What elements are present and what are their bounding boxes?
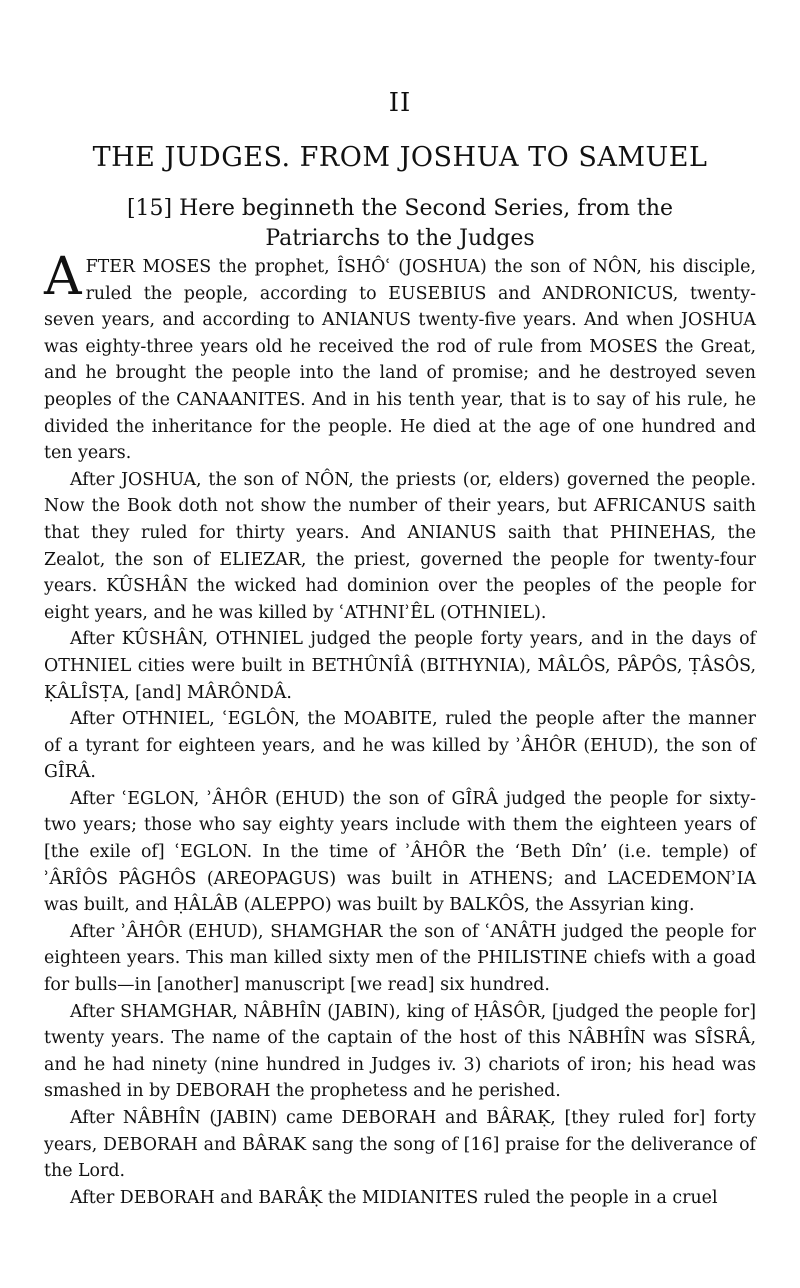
paragraph-8: After NÂBHÎN (JABIN) came DEBORAH and BÂRAḲ, [they ruled for] forty years, DEBORAH and BÂRAK sang the song of [16] praise for the deliverance of the Lord.	[44, 1108, 756, 1182]
paragraph-2: After JOSHUA, the son of NÔN, the priests (or, elders) governed the people. Now the Book doth not show the number of their years, but AFRICANUS saith that they ruled for thirty years. And ANIANUS saith that PHINEHAS, the Zealot, the son of ELIEZAR, the priest, governed the people for twenty-four years. KÛSHÂN the wicked had dominion over the peoples of the people for eight years, and he was killed by ʿATHNIʾÊL (OTHNIEL).	[44, 469, 756, 623]
paragraph-1-text: FTER MOSES the prophet, ÎSHÔʿ (JOSHUA) the son of NÔN, his disciple, ruled the people, according to EUSEBIUS and ANDRONICUS, twenty-seven years, and according to ANIANUS twenty-five years. And when JOSHUA was eighty-three years old he received the rod of rule from MOSES the Great, and he brought the people into the land of promise; and he destroyed seven peoples of the CANAANITES. And in his tenth year, that is to say of his rule, he divided the inheritance for the people. He died at the age of one hundred and ten years.	[44, 257, 756, 464]
paragraph-5: After ʿEGLON, ʾÂHÔR (EHUD) the son of GÎRÂ judged the people for sixty-two years; those who say eighty years include with them the eighteen years of [the exile of] ʿEGLON. In the time of ʾÂHÔR the ‘Beth Dîn’ (i.e. temple) of ʾÂRÎÔS PÂGHÔS (AREOPAGUS) was built in ATHENS; and LACEDEMONʾIA was built, and ḤÂLÂB (ALEPPO) was built by BALKÔS, the Assyrian king.	[44, 788, 756, 916]
chapter-number: II	[388, 88, 412, 118]
paragraph-9: After DEBORAH and BARÂḲ the MIDIANITES ruled the people in a cruel	[70, 1187, 718, 1208]
paragraph-1	[44, 247, 756, 467]
drop-cap: A	[44, 247, 82, 307]
chapter-title: THE JUDGES. FROM JOSHUA TO SAMUEL	[92, 142, 708, 173]
section-heading: [15] Here beginneth the Second Series, from the Patriarchs to the Judges	[126, 196, 674, 251]
body-text	[44, 247, 756, 1211]
paragraph-6: After ʾÂHÔR (EHUD), SHAMGHAR the son of ʿANÂTH judged the people for eighteen years. This man killed sixty men of the PHILISTINE chiefs with a goad for bulls—in [another] manuscript [we read] six hundred.	[44, 921, 756, 996]
paragraph-3: After KÛSHÂN, OTHNIEL judged the people forty years, and in the days of OTHNIEL cities were built in BETHÛNÎÂ (BITHYNIA), MÂLÔS, PÂPÔS, ṬÂSÔS, ḲÂLÎSṬA, [and] MÂRÔNDÂ.	[44, 629, 756, 703]
paragraph-7: After SHAMGHAR, NÂBHÎN (JABIN), king of ḤÂSÔR, [judged the people for] twenty years. The name of the captain of the host of this NÂBHÎN was SÎSRÂ, and he had ninety (nine hundred in Judges iv. 3) chariots of iron; his head was smashed in by DEBORAH the prophetess and he perished.	[44, 1001, 756, 1102]
paragraph-4: After OTHNIEL, ʿEGLÔN, the MOABITE, ruled the people after the manner of a tyrant for eighteen years, and he was killed by ʾÂHÔR (EHUD), the son of GÎRÂ.	[44, 709, 756, 783]
